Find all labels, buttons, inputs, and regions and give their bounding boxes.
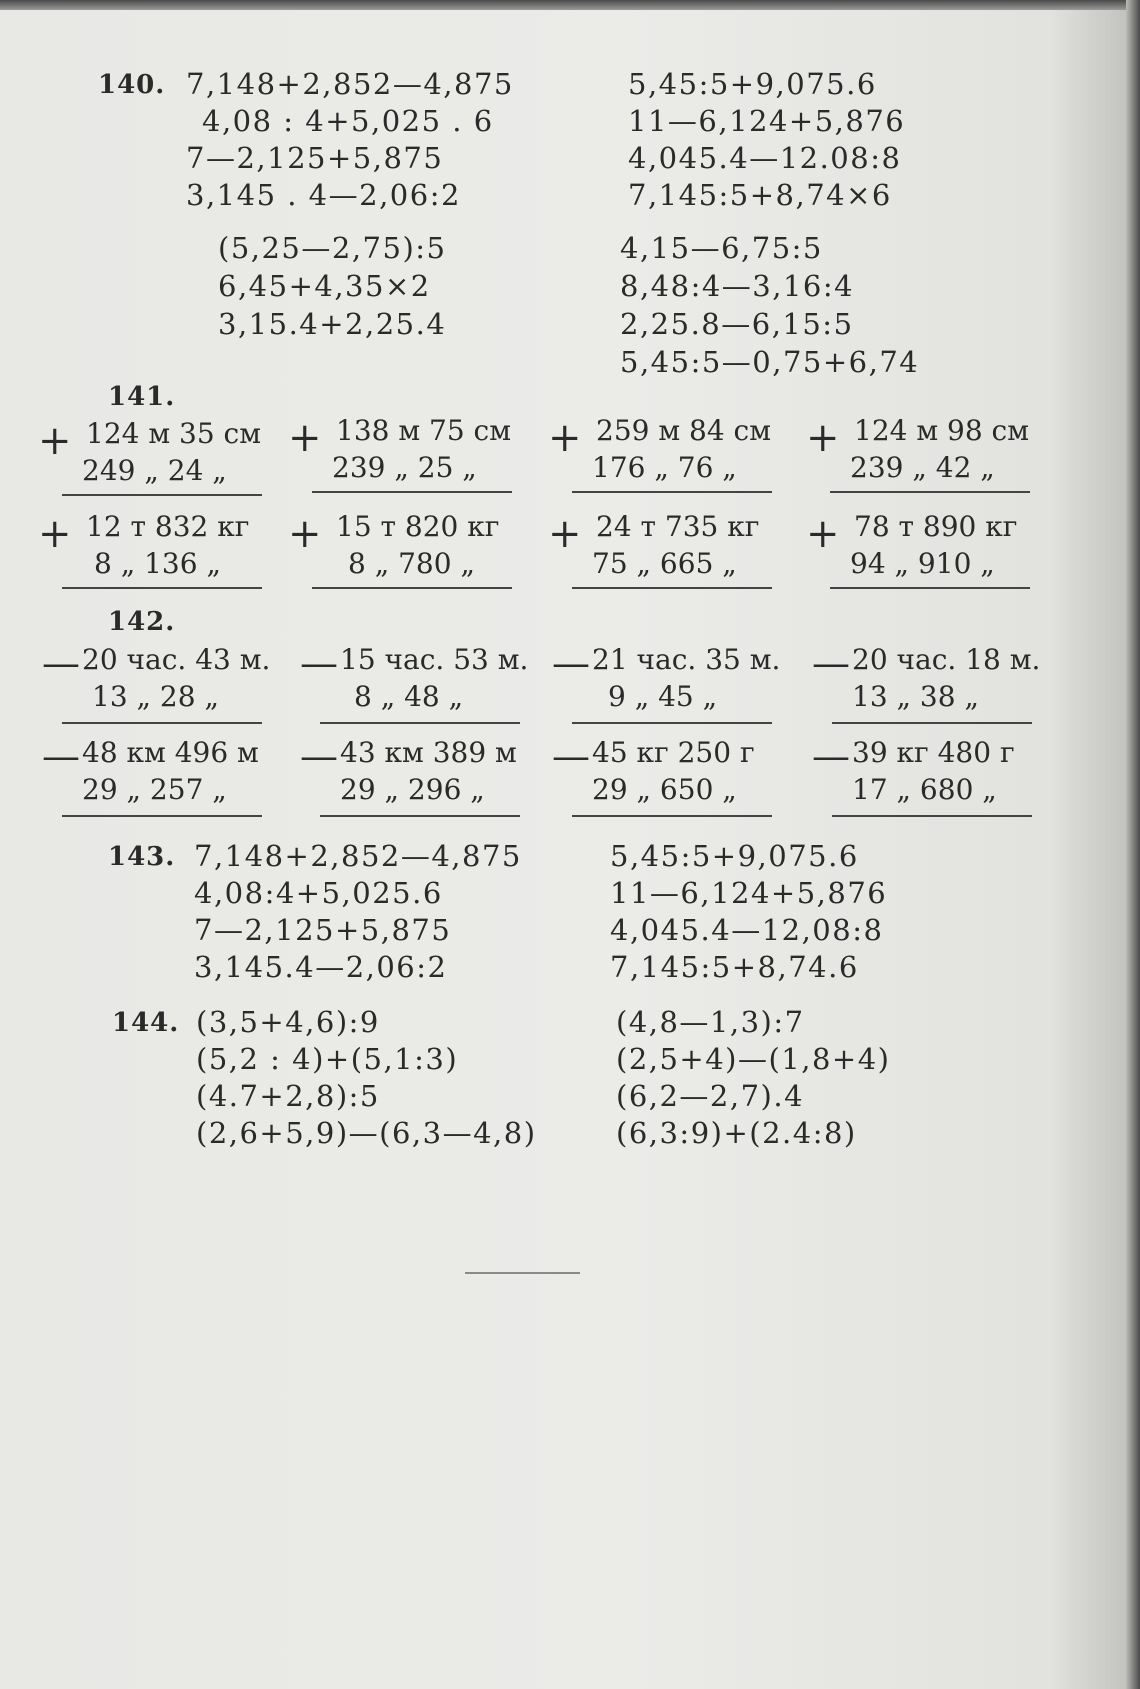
column-subtraction: [300, 641, 529, 724]
subtrahend: 29 „ 296 „: [340, 773, 485, 806]
plus-sign: +: [38, 418, 72, 464]
expression: 4,08 : 4+5,025 . 6: [202, 104, 494, 138]
addend-2: 176 „ 76 „: [592, 451, 737, 484]
expression: 11—6,124+5,876: [610, 876, 888, 910]
expression: 5,45:5—0,75+6,74: [620, 345, 920, 379]
expression: (5,2 : 4)+(5,1:3): [196, 1042, 459, 1076]
difference-rule: [320, 815, 520, 817]
expression: 2,25.8—6,15:5: [620, 307, 854, 341]
plus-sign: +: [288, 415, 322, 461]
minus-sign: —: [300, 734, 338, 778]
minuend: 21 час. 35 м.: [592, 643, 781, 676]
column-addition: [38, 415, 267, 496]
addend-2: 94 „ 910 „: [850, 547, 995, 580]
expression: 6,45+4,35×2: [218, 269, 431, 303]
column-subtraction: [812, 641, 1041, 724]
problem-143-right: [610, 838, 887, 986]
subtrahend: 13 „ 28 „: [92, 680, 219, 713]
expression: 8,48:4—3,16:4: [620, 269, 855, 303]
addend-1: 12 т 832 кг: [86, 510, 250, 543]
addend-2: 239 „ 25 „: [332, 451, 477, 484]
minuend: 48 км 496 м: [82, 736, 259, 769]
column-addition: [548, 412, 777, 493]
expression: 7,148+2,852—4,875: [186, 67, 514, 101]
problem-140-right-b: [620, 229, 919, 381]
problem-140-right: [628, 66, 905, 214]
expression: (4,8—1,3):7: [616, 1005, 805, 1039]
minus-sign: —: [552, 734, 590, 778]
plus-sign: +: [548, 415, 582, 461]
expression: 4,08:4+5,025.6: [194, 876, 443, 910]
problem-number-144: 144.: [112, 1008, 180, 1038]
addend-2: 239 „ 42 „: [850, 451, 995, 484]
difference-rule: [832, 815, 1032, 817]
sum-rule: [312, 587, 512, 589]
difference-rule: [832, 722, 1032, 724]
sum-rule: [62, 587, 262, 589]
column-subtraction: [42, 734, 267, 817]
minus-sign: —: [812, 641, 850, 685]
column-subtraction: [300, 734, 525, 817]
plus-sign: +: [288, 511, 322, 557]
subtrahend: 13 „ 38 „: [852, 680, 979, 713]
difference-rule: [572, 815, 772, 817]
expression: 7,148+2,852—4,875: [194, 839, 522, 873]
addend-1: 78 т 890 кг: [854, 510, 1018, 543]
expression: (5,25—2,75):5: [218, 231, 447, 265]
problem-144-left: [196, 1004, 537, 1152]
sum-rule: [830, 587, 1030, 589]
minus-sign: —: [300, 641, 338, 685]
column-subtraction: [42, 641, 271, 724]
addend-1: 124 м 98 см: [854, 414, 1030, 447]
subtrahend: 29 „ 650 „: [592, 773, 737, 806]
problem-140-left: [186, 66, 514, 214]
minus-sign: —: [812, 734, 850, 778]
difference-rule: [62, 722, 262, 724]
addend-1: 124 м 35 см: [86, 417, 262, 450]
column-addition: [38, 508, 267, 589]
minuend: 15 час. 53 м.: [340, 643, 529, 676]
page-spine-edge: [1126, 0, 1140, 1689]
column-subtraction: [552, 641, 781, 724]
expression: (2,5+4)—(1,8+4): [616, 1042, 891, 1076]
expression: (2,6+5,9)—(6,3—4,8): [196, 1116, 537, 1150]
expression: 5,45:5+9,075.6: [610, 839, 859, 873]
problem-144-right: [616, 1004, 891, 1152]
sum-rule: [62, 494, 262, 496]
plus-sign: +: [38, 511, 72, 557]
expression: 4,045.4—12,08:8: [610, 913, 884, 947]
plus-sign: +: [806, 415, 840, 461]
addend-1: 24 т 735 кг: [596, 510, 760, 543]
minus-sign: —: [42, 734, 80, 778]
minuend: 39 кг 480 г: [852, 736, 1015, 769]
problem-number-143: 143.: [108, 842, 176, 872]
expression: 7—2,125+5,875: [194, 913, 452, 947]
plus-sign: +: [548, 511, 582, 557]
column-addition: [288, 508, 517, 589]
minuend: 20 час. 18 м.: [852, 643, 1041, 676]
expression: 7,145:5+8,74×6: [628, 178, 892, 212]
addend-2: 249 „ 24 „: [82, 454, 227, 487]
column-addition: [548, 508, 777, 589]
sum-rule: [572, 587, 772, 589]
page-top-edge: [0, 0, 1140, 10]
expression: 3,145.4—2,06:2: [194, 950, 448, 984]
expression: 11—6,124+5,876: [628, 104, 906, 138]
expression: 3,145 . 4—2,06:2: [186, 178, 461, 212]
problem-140-left-b: [218, 229, 447, 343]
column-addition: [806, 508, 1035, 589]
expression: 3,15.4+2,25.4: [218, 307, 447, 341]
plus-sign: +: [806, 511, 840, 557]
minuend: 20 час. 43 м.: [82, 643, 271, 676]
expression: (4.7+2,8):5: [196, 1079, 380, 1113]
sum-rule: [572, 491, 772, 493]
difference-rule: [572, 722, 772, 724]
expression: 4,15—6,75:5: [620, 231, 823, 265]
addend-1: 259 м 84 см: [596, 414, 772, 447]
subtrahend: 17 „ 680 „: [852, 773, 997, 806]
expression: (6,2—2,7).4: [616, 1079, 805, 1113]
expression: 5,45:5+9,075.6: [628, 67, 877, 101]
addend-1: 138 м 75 см: [336, 414, 512, 447]
addend-2: 8 „ 136 „: [94, 547, 221, 580]
minus-sign: —: [42, 641, 80, 685]
problem-number-142: 142.: [108, 607, 176, 637]
column-subtraction: [812, 734, 1037, 817]
expression: 7,145:5+8,74.6: [610, 950, 859, 984]
problem-number-140: 140.: [98, 70, 166, 100]
column-addition: [806, 412, 1035, 493]
expression: 4,045.4—12.08:8: [628, 141, 902, 175]
difference-rule: [62, 815, 262, 817]
sum-rule: [830, 491, 1030, 493]
addend-1: 15 т 820 кг: [336, 510, 500, 543]
problem-number-141: 141.: [108, 382, 176, 412]
column-subtraction: [552, 734, 777, 817]
addend-2: 8 „ 780 „: [348, 547, 475, 580]
section-end-rule: [465, 1272, 580, 1274]
problem-143-left: [194, 838, 522, 986]
addend-2: 75 „ 665 „: [592, 547, 737, 580]
expression: 7—2,125+5,875: [186, 141, 444, 175]
column-addition: [288, 412, 517, 493]
difference-rule: [320, 722, 520, 724]
expression: (3,5+4,6):9: [196, 1005, 380, 1039]
minuend: 43 км 389 м: [340, 736, 517, 769]
subtrahend: 9 „ 45 „: [608, 680, 718, 713]
subtrahend: 8 „ 48 „: [354, 680, 464, 713]
subtrahend: 29 „ 257 „: [82, 773, 227, 806]
expression: (6,3:9)+(2.4:8): [616, 1116, 857, 1150]
minuend: 45 кг 250 г: [592, 736, 755, 769]
minus-sign: —: [552, 641, 590, 685]
sum-rule: [312, 491, 512, 493]
